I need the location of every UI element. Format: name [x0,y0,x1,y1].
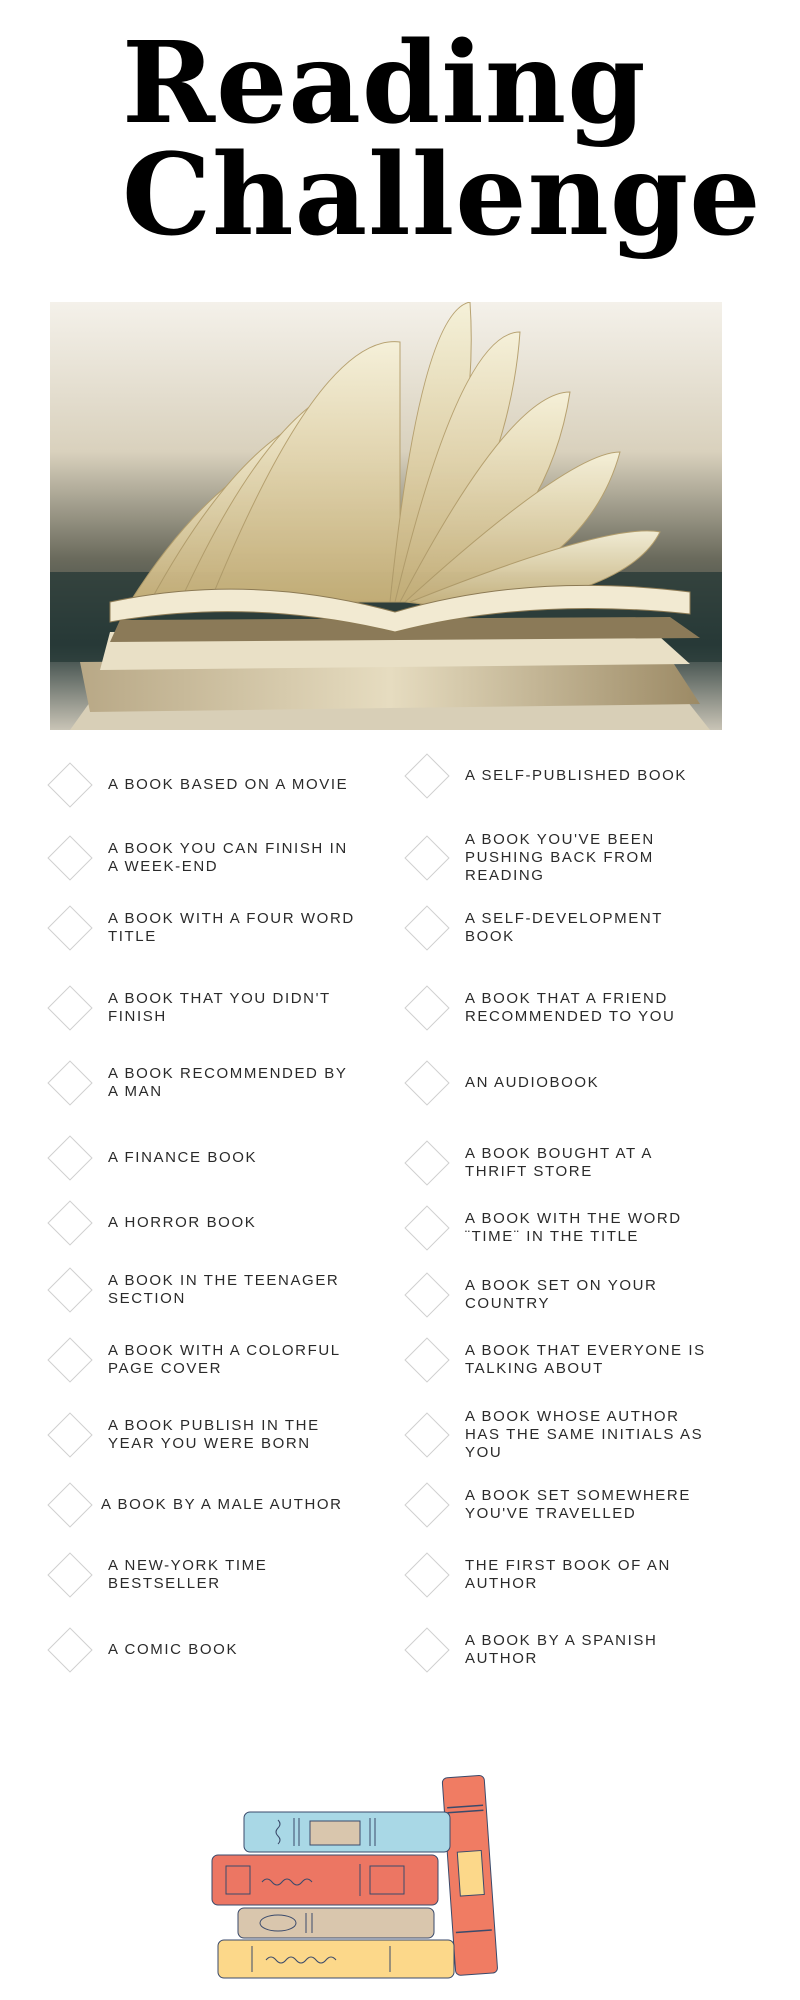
blue-book-icon [244,1812,450,1852]
checklist-item [397,1465,737,1545]
checklist-item [397,818,737,898]
checkbox[interactable] [404,1272,449,1317]
checklist-item-label: A COMIC BOOK [108,1641,239,1658]
checkbox[interactable] [404,1627,449,1672]
checkbox[interactable] [404,1060,449,1105]
checklist-item-label: A BOOK WHOSE AUTHOR HAS THE SAME INITIALS AS YOU [465,1408,704,1461]
checklist-item-label: A BOOK WITH A FOUR WORD TITLE [108,910,355,945]
checkbox[interactable] [47,1552,92,1597]
checklist-item-label: A BOOK WITH A COLORFUL PAGE COVER [108,1342,341,1377]
checklist-item [40,1465,380,1545]
checkbox[interactable] [404,835,449,880]
checklist-item [40,745,380,825]
checklist-item [40,1043,380,1123]
checkbox[interactable] [47,1200,92,1245]
checklist-item [40,888,380,968]
checklist-item-label: A BOOK WITH THE WORD ¨TIME¨ IN THE TITLE [465,1210,682,1245]
checklist-item-label: A BOOK BOUGHT AT A THRIFT STORE [465,1145,653,1180]
checkbox[interactable] [404,1337,449,1382]
checklist-item-label: A SELF-DEVELOPMENT BOOK [465,910,663,945]
checklist-item [397,736,737,816]
checklist-item [397,888,737,968]
checklist-item-label: A BOOK SET SOMEWHERE YOU'VE TRAVELLED [465,1487,691,1522]
checklist-item [397,1610,737,1690]
checklist-item-label: A BOOK THAT EVERYONE IS TALKING ABOUT [465,1342,706,1377]
checkbox[interactable] [404,985,449,1030]
book-stack-illustration [200,1770,540,1980]
page-title [122,18,762,261]
open-books-photo-icon [50,302,722,730]
checkbox[interactable] [47,762,92,807]
checkbox[interactable] [404,1205,449,1250]
title-line-2: Challenge [122,130,762,261]
checkbox[interactable] [404,753,449,798]
checkbox[interactable] [47,985,92,1030]
checklist-item-label: THE FIRST BOOK OF AN AUTHOR [465,1557,671,1592]
checklist-item-label: A SELF-PUBLISHED BOOK [465,767,687,784]
checkbox[interactable] [47,1627,92,1672]
checkbox[interactable] [404,1482,449,1527]
checklist-item [40,1320,380,1400]
checklist-item [40,1395,380,1475]
checklist-item-label: A NEW-YORK TIME BESTSELLER [108,1557,268,1592]
checklist-item-label: A BOOK THAT A FRIEND RECOMMENDED TO YOU [465,990,676,1025]
checklist-item-label: A BOOK PUBLISH IN THE YEAR YOU WERE BORN [108,1417,320,1452]
checklist-item-label: A BOOK BY A MALE AUTHOR [101,1496,343,1513]
checkbox[interactable] [404,1412,449,1457]
checklist-item [40,1250,380,1330]
checklist-item [397,1320,737,1400]
checklist-item [397,1535,737,1615]
beige-book-icon [238,1908,434,1938]
hero-books-photo [50,302,722,730]
checklist-item-label: A HORROR BOOK [108,1214,257,1231]
checkbox[interactable] [47,1267,92,1312]
checkbox[interactable] [47,1135,92,1180]
checklist-item-label: A BOOK IN THE TEENAGER SECTION [108,1272,340,1307]
checklist-item [40,1535,380,1615]
checklist-item [40,818,380,898]
checkbox[interactable] [47,905,92,950]
checklist-item [40,1610,380,1690]
checklist-item-label: A BOOK BASED ON A MOVIE [108,776,349,793]
checklist-item-label: A BOOK SET ON YOUR COUNTRY [465,1277,658,1312]
checkbox[interactable] [47,835,92,880]
checklist-item-label: AN AUDIOBOOK [465,1074,600,1091]
checklist-item-label: A BOOK BY A SPANISH AUTHOR [465,1632,658,1667]
checkbox[interactable] [404,1552,449,1597]
checkbox[interactable] [404,1140,449,1185]
red-book-icon [212,1855,438,1905]
checkbox[interactable] [47,1412,92,1457]
checklist-item-label: A BOOK THAT YOU DIDN'T FINISH [108,990,331,1025]
checklist-item-label: A BOOK YOU CAN FINISH IN A WEEK-END [108,840,348,875]
checklist-item-label: A FINANCE BOOK [108,1149,258,1166]
checkbox[interactable] [404,905,449,950]
checklist-item [397,968,737,1048]
checklist-item [397,1043,737,1123]
checklist-item-label: A BOOK RECOMMENDED BY A MAN [108,1065,348,1100]
checkbox[interactable] [47,1482,92,1527]
checklist-item-label: A BOOK YOU'VE BEEN PUSHING BACK FROM READING [465,831,655,884]
checklist-item [397,1395,737,1475]
checkbox[interactable] [47,1337,92,1382]
checkbox[interactable] [47,1060,92,1105]
checklist-item [40,968,380,1048]
yellow-book-icon [218,1940,454,1978]
title-line-1: Reading [122,18,647,149]
